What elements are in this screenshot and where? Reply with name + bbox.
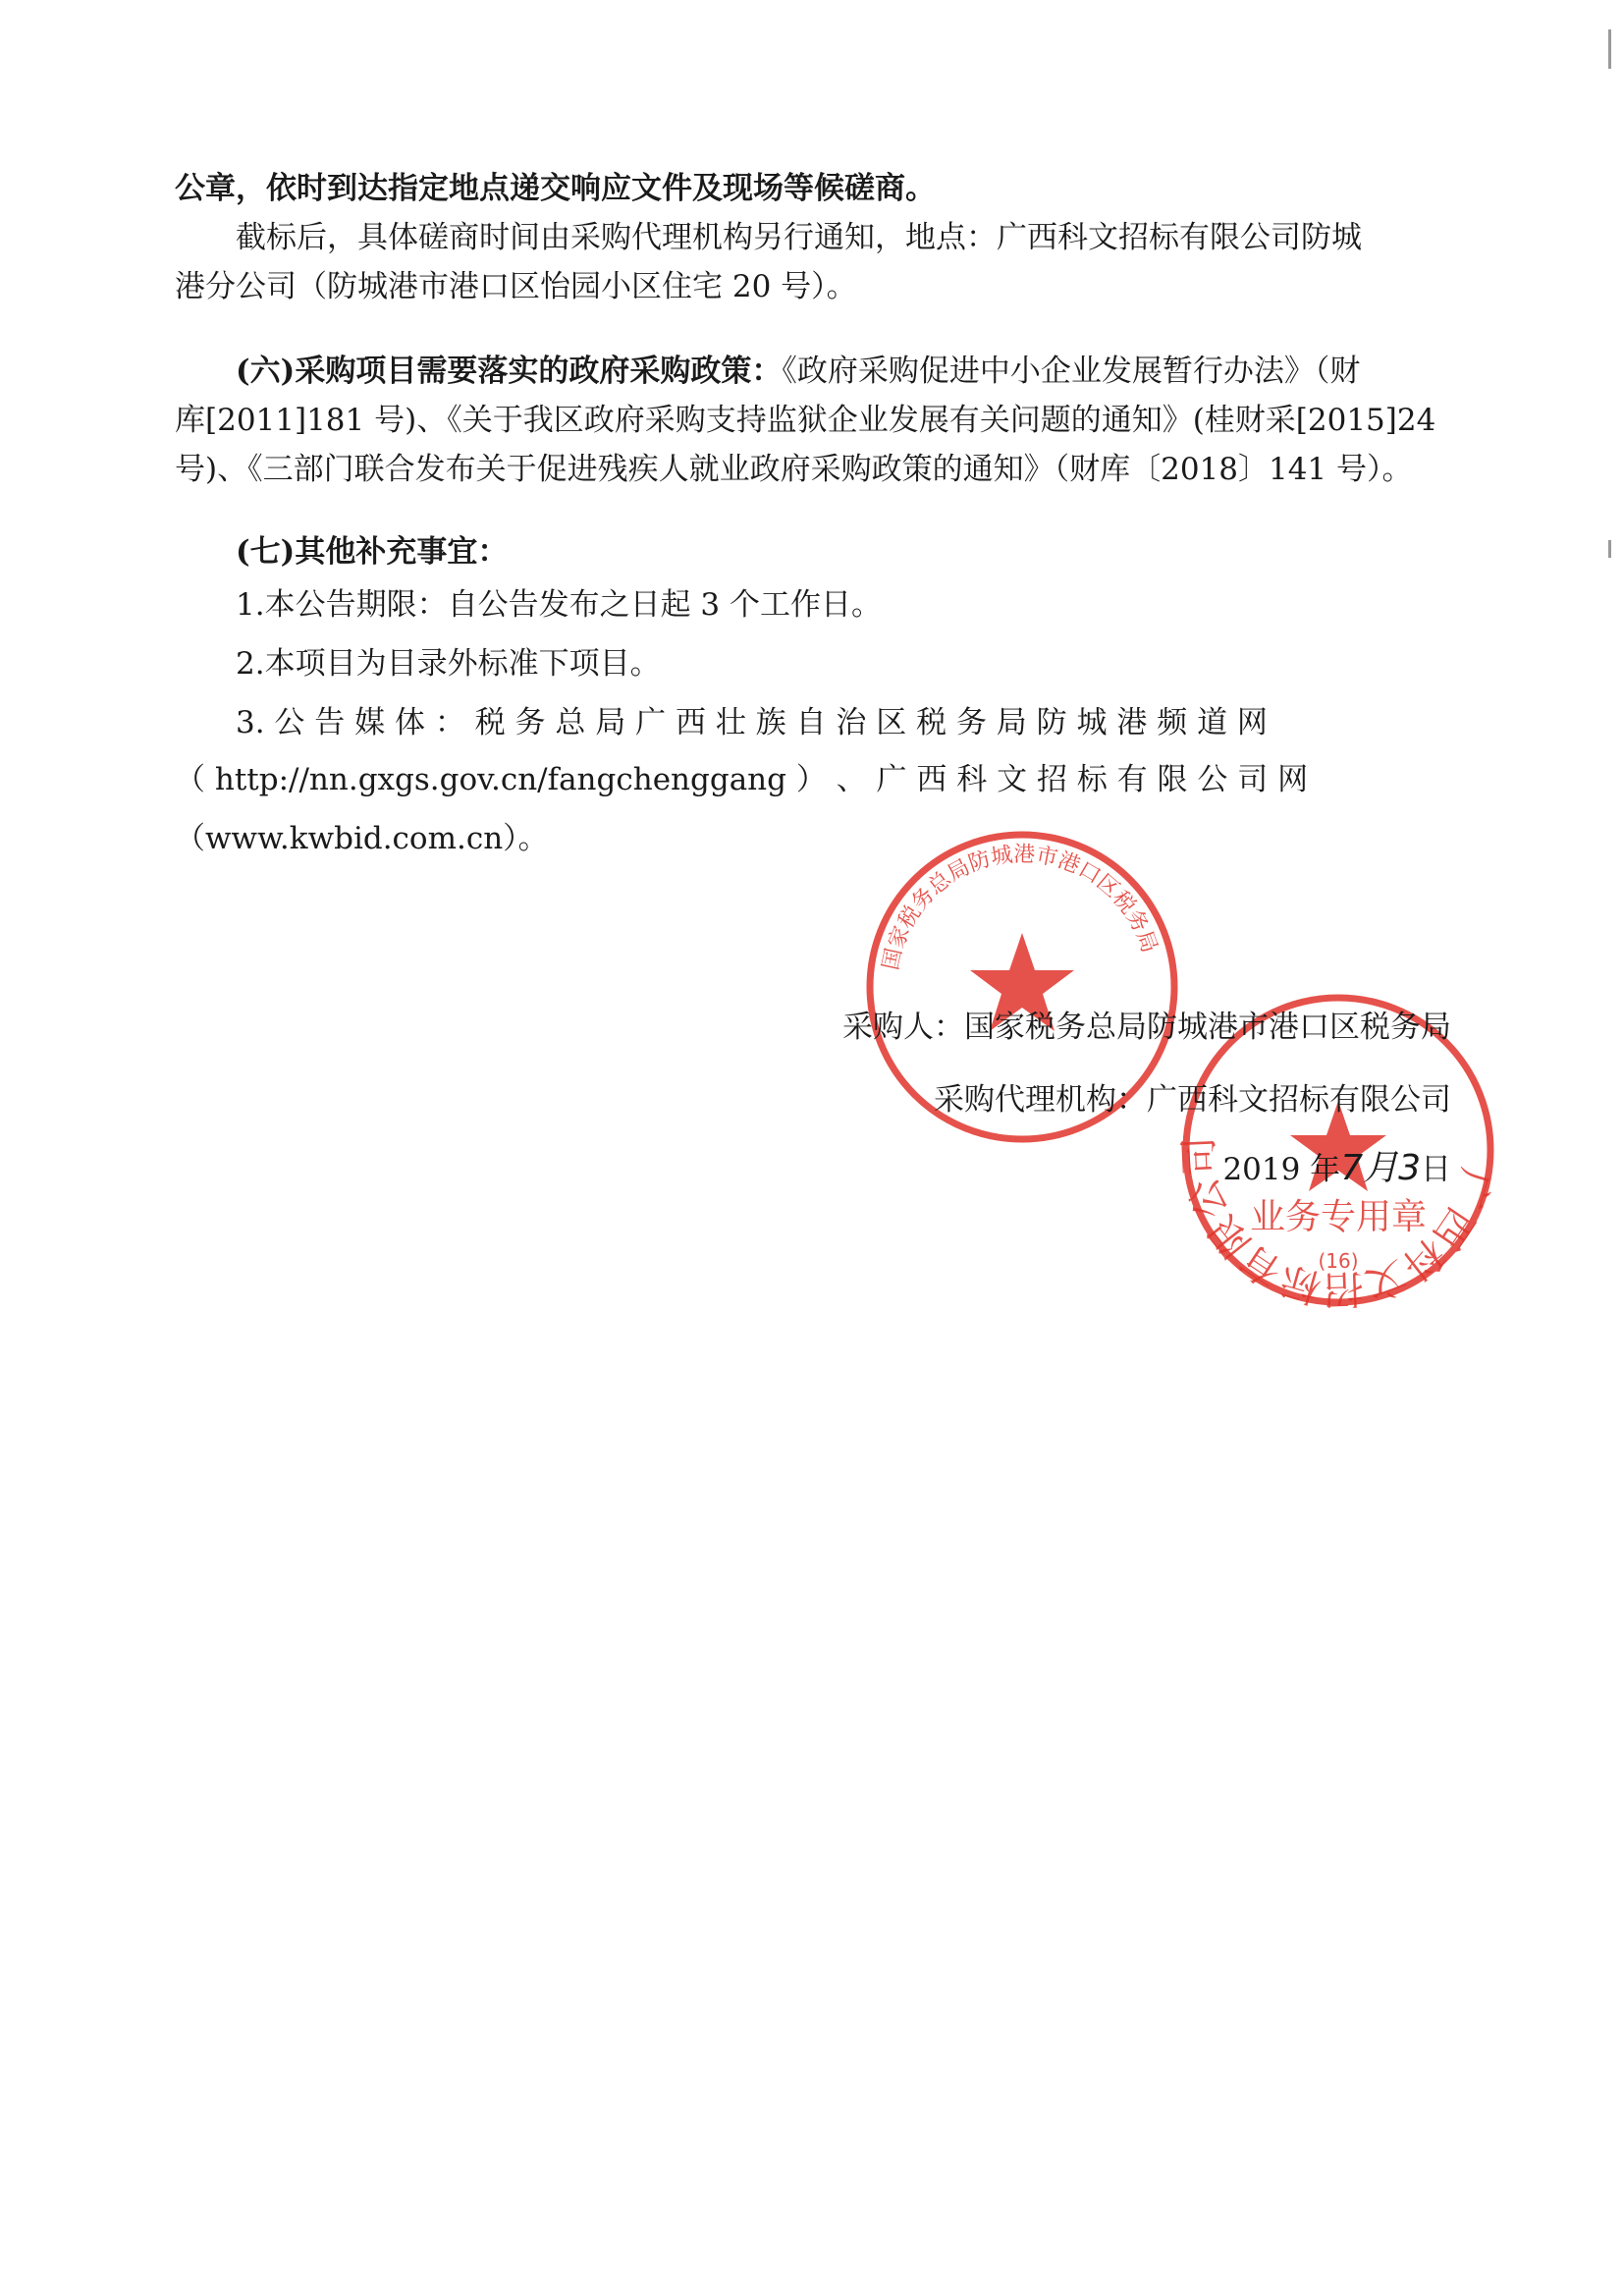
policy-text: 《政府采购促进中小企业发展暂行办法》（财 [782,354,1361,389]
policy-heading: (六)采购项目需要落实的政府采购政策： [236,354,783,389]
other-heading: (七)其他补充事宜： [236,534,509,570]
agency-seal-lower-text: 业务专用章 [1249,1197,1428,1237]
purchaser-signature: 采购人：国家税务总局防城港市港口区税务局 [842,1010,1451,1045]
item-2: 2.本项目为目录外标准下项目。 [236,646,661,682]
date-suffix: 日 [1421,1152,1451,1187]
item-3-line3: （www.kwbid.com.cn）。 [175,821,549,856]
item-3-line1: 3. 公 告 媒 体 ： 税 务 总 局 广 西 壮 族 自 治 区 税 务 局 防 城 港 频 道 网 [236,705,1268,740]
scan-edge-mark [1608,29,1611,69]
policy-line3: 号)、《三部门联合发布关于促进残疾人就业政府采购政策的通知》（财库〔2018〕141 号）。 [175,452,1413,487]
date-handwritten: 7月3 [1340,1148,1421,1188]
agency-signature: 采购代理机构：广西科文招标有限公司 [934,1082,1451,1118]
date-prefix: 2019 年 [1222,1152,1341,1187]
paragraph-deadline-line2: 港分公司（防城港市港口区怡园小区住宅 20 号）。 [175,269,857,304]
policy-line1 [236,350,1451,393]
agency-seal-code: (16) [1318,1249,1359,1273]
agency-seal-text: 广西科文招标有限公司 [1176,1135,1499,1312]
item-3-line2: （ http://nn.gxgs.gov.cn/fangchenggang ） 、 广 西 科 文 招 标 有 限 公 司 网 [175,762,1309,797]
signature-date [1222,1147,1451,1191]
scan-edge-mark [1608,540,1611,558]
policy-line2: 库[2011]181 号)、《关于我区政府采购支持监狱企业发展有关问题的通知》(桂财采[2015]24 [175,403,1436,438]
tax-seal-text: 国家税务总局防城港市港口区税务局 [878,842,1162,973]
paragraph-deadline-line1: 截标后，具体磋商时间由采购代理机构另行通知，地点：广西科文招标有限公司防城 [236,220,1362,255]
paragraph-submit: 公章，依时到达指定地点递交响应文件及现场等候磋商。 [175,171,936,206]
item-1: 1.本公告期限：自公告发布之日起 3 个工作日。 [236,587,883,623]
